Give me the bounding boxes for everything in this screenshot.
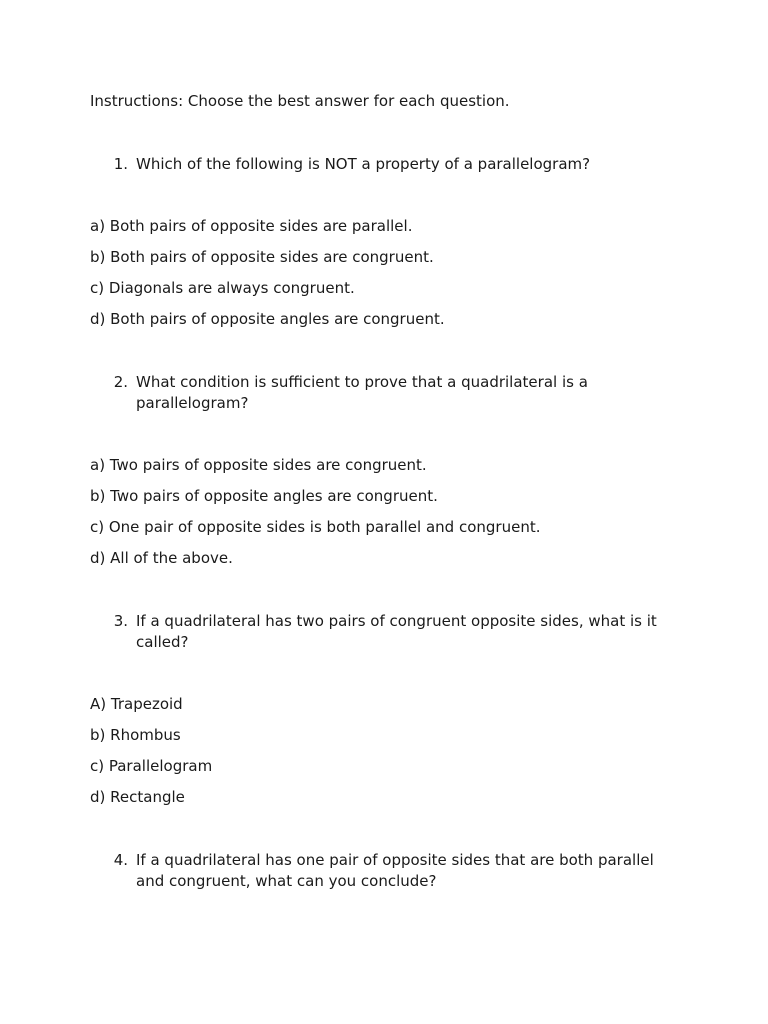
question-number: 4. [113,851,128,869]
question-text: Which of the following is NOT a property of a parallelogram? [136,155,591,173]
answer-option: b) Both pairs of opposite sides are congruent. [90,248,434,266]
question-2 [90,372,690,414]
answer-option: d) All of the above. [90,549,233,567]
answer-option: d) Both pairs of opposite angles are congruent. [90,310,445,328]
question-text: What condition is sufficient to prove that a quadrilateral is a parallelogram? [136,373,588,412]
question-number: 1. [113,155,128,173]
instructions-text: Instructions: Choose the best answer for each question. [90,92,510,110]
answer-option: b) Two pairs of opposite angles are congruent. [90,487,438,505]
question-4 [90,850,690,892]
answer-option: c) One pair of opposite sides is both parallel and congruent. [90,518,541,536]
answer-option: c) Diagonals are always congruent. [90,279,355,297]
question-text: If a quadrilateral has two pairs of congruent opposite sides, what is it called? [136,612,657,651]
answer-option: c) Parallelogram [90,757,213,775]
answer-option: b) Rhombus [90,726,181,744]
answer-option: a) Both pairs of opposite sides are parallel. [90,217,413,235]
question-text: If a quadrilateral has one pair of opposite sides that are both parallel and congruent, what can you conclude? [136,851,654,890]
question-number: 3. [113,612,128,630]
question-1 [90,154,690,175]
answer-option: A) Trapezoid [90,695,183,713]
answer-option: a) Two pairs of opposite sides are congruent. [90,456,427,474]
question-number: 2. [113,373,128,391]
answer-option: d) Rectangle [90,788,185,806]
question-3 [90,611,690,653]
